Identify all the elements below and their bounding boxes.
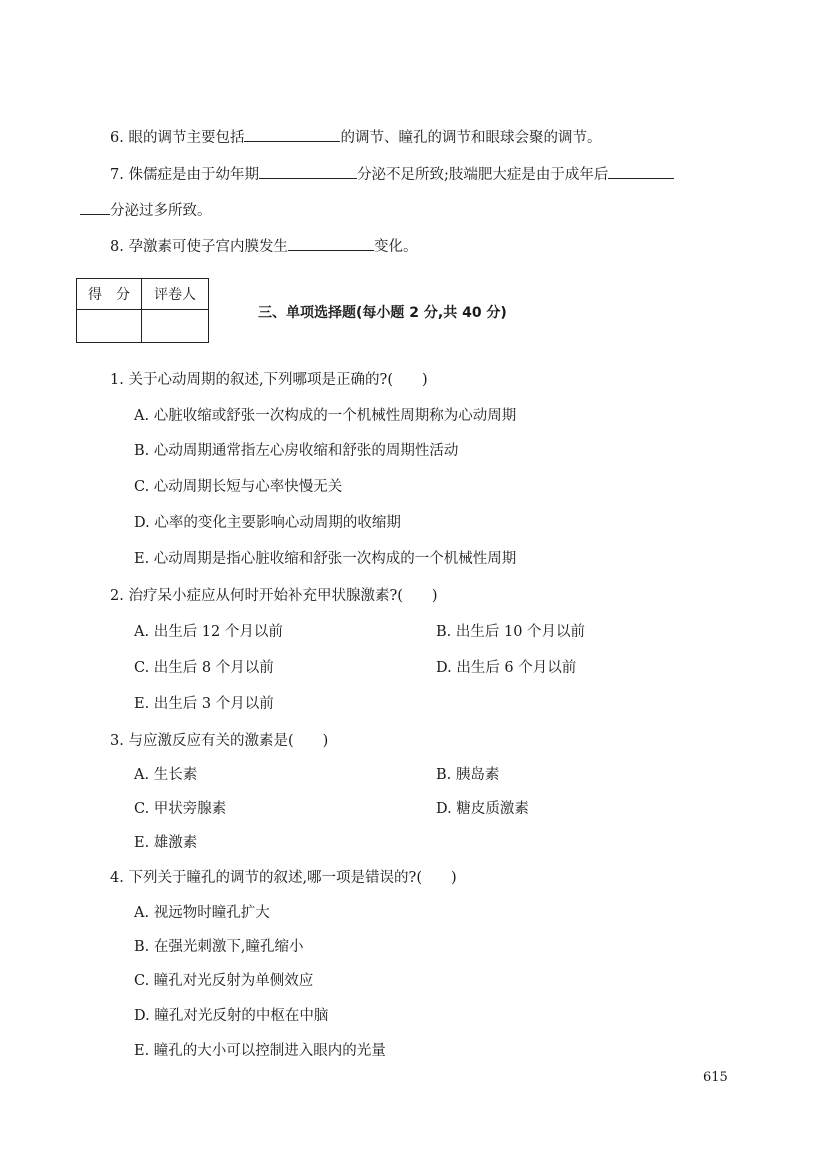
q8-text-after: 变化。 [373, 239, 418, 255]
q1-option-c: C. 心动周期长短与心率快慢无关 [134, 479, 343, 495]
q1-option-d: D. 心率的变化主要影响心动周期的收缩期 [134, 515, 401, 531]
q7-blank-2-cont [80, 200, 110, 215]
question-3-stem: 3. 与应激反应有关的激素是( ) [110, 733, 329, 749]
q6-text-after: 的调节、瞳孔的调节和眼球会聚的调节。 [340, 130, 602, 146]
q7-text-cont: 分泌过多所致。 [110, 203, 212, 219]
q4-option-e: E. 瞳孔的大小可以控制进入眼内的光量 [134, 1043, 386, 1059]
question-4-stem: 4. 下列关于瞳孔的调节的叙述,哪一项是错误的?( ) [110, 870, 457, 886]
q7-text-middle: 分泌不足所致;肢端肥大症是由于成年后 [356, 167, 609, 183]
q3-option-b: B. 胰岛素 [436, 767, 500, 783]
q2-option-e: E. 出生后 3 个月以前 [134, 696, 274, 712]
q7-blank-2 [608, 164, 674, 179]
q2-option-a: A. 出生后 12 个月以前 [134, 624, 283, 640]
q6-blank [244, 127, 340, 142]
q8-text-before: 8. 孕激素可使子宫内膜发生 [110, 239, 288, 255]
q4-option-a: A. 视远物时瞳孔扩大 [134, 905, 270, 921]
page-number: 615 [703, 1070, 728, 1085]
q2-option-b: B. 出生后 10 个月以前 [436, 624, 586, 640]
grader-cell [142, 310, 209, 343]
section-title: 三、单项选择题(每小题 2 分,共 40 分) [258, 305, 507, 321]
q4-option-b: B. 在强光刺激下,瞳孔缩小 [134, 939, 304, 955]
q3-option-a: A. 生长素 [134, 767, 198, 783]
score-box [76, 278, 209, 343]
question-8 [110, 236, 417, 256]
grader-label: 评卷人 [142, 279, 209, 310]
q1-option-e: E. 心动周期是指心脏收缩和舒张一次构成的一个机械性周期 [134, 551, 517, 567]
score-cell [77, 310, 142, 343]
q1-option-a: A. 心脏收缩或舒张一次构成的一个机械性周期称为心动周期 [134, 408, 517, 424]
q7-text-before: 7. 侏儒症是由于幼年期 [110, 167, 259, 183]
q3-option-c: C. 甲状旁腺素 [134, 801, 227, 817]
q3-option-e: E. 雄激素 [134, 835, 198, 851]
question-7 [110, 164, 674, 184]
q2-option-d: D. 出生后 6 个月以前 [436, 660, 577, 676]
score-label: 得 分 [77, 279, 142, 310]
q4-option-c: C. 瞳孔对光反射为单侧效应 [134, 973, 314, 989]
q7-blank-1 [259, 164, 357, 179]
q3-option-d: D. 糖皮质激素 [436, 801, 529, 817]
q2-option-c: C. 出生后 8 个月以前 [134, 660, 274, 676]
q6-text-before: 6. 眼的调节主要包括 [110, 130, 245, 146]
q1-option-b: B. 心动周期通常指左心房收缩和舒张的周期性活动 [134, 443, 459, 459]
question-7-continued [80, 200, 212, 220]
question-2-stem: 2. 治疗呆小症应从何时开始补充甲状腺激素?( ) [110, 588, 438, 604]
q8-blank [288, 236, 374, 251]
question-1-stem: 1. 关于心动周期的叙述,下列哪项是正确的?( ) [110, 372, 428, 388]
q4-option-d: D. 瞳孔对光反射的中枢在中脑 [134, 1008, 329, 1024]
question-6 [110, 127, 601, 147]
